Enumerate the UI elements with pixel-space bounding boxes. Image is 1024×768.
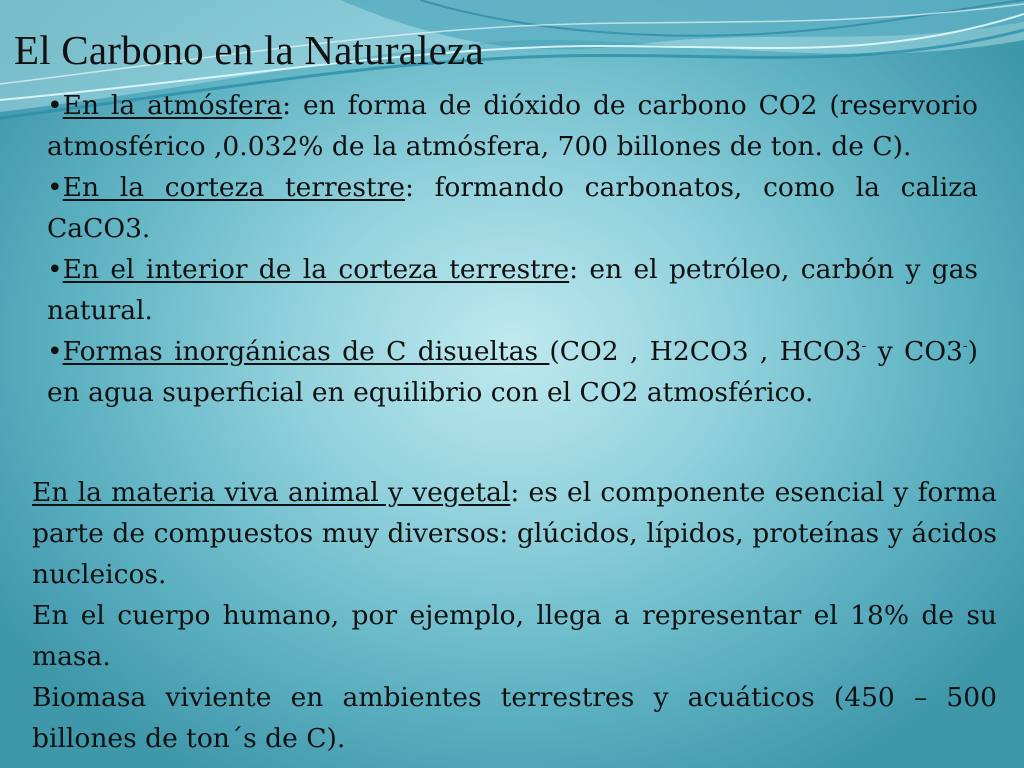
bullet-label: En la atmósfera: [62, 90, 283, 121]
bullet-marker: •: [47, 336, 63, 367]
bullet-text: ) en agua superficial en equilibrio con el CO2 atmosférico.: [47, 336, 978, 408]
slide-title: El Carbono en la Naturaleza: [14, 27, 484, 73]
paragraph-block: [32, 472, 997, 759]
superscript-minus: -: [962, 338, 968, 355]
bullet-list: [47, 85, 978, 413]
bullet-text: : en el petróleo, carbón y gas natural.: [47, 254, 978, 326]
bullet-label: Formas inorgánicas de C disueltas: [62, 336, 550, 367]
paragraph-cuerpo-humano: [32, 595, 997, 677]
paragraph-text: En el cuerpo humano, por ejemplo, llega a representar el 18% de su masa.: [32, 600, 997, 672]
paragraph-materia-viva: [32, 472, 997, 595]
bullet-corteza: [47, 167, 978, 249]
bullet-text: y CO3: [866, 336, 963, 367]
paragraph-biomasa: [32, 677, 997, 759]
bullet-formas-inorganicas: [47, 331, 978, 413]
superscript-minus: -: [861, 338, 867, 355]
bullet-text: : en forma de dióxido de carbono CO2 (reservorio atmosférico ,0.032% de la atmósfera, 700 billones de ton. de C).: [47, 90, 978, 162]
bullet-label: En el interior de la corteza terrestre: [62, 254, 570, 285]
bullet-marker: •: [47, 172, 63, 203]
paragraph-label: En la materia viva animal y vegetal: [32, 477, 511, 508]
bullet-interior-corteza: [47, 249, 978, 331]
paragraph-text: Biomasa viviente en ambientes terrestres y acuáticos (450 – 500 billones de ton´s de C).: [32, 682, 997, 754]
bullet-marker: •: [47, 90, 63, 121]
bullet-text: (CO2 , H2CO3 , HCO3: [549, 336, 862, 367]
bullet-atmosfera: [47, 85, 978, 167]
bullet-label: En la corteza terrestre: [62, 172, 405, 203]
bullet-marker: •: [47, 254, 63, 285]
paragraph-text: : es el componente esencial y forma parte de compuestos muy diversos: glúcidos, lípidos, proteínas y ácidos nucleicos.: [32, 477, 997, 590]
bullet-text: : formando carbonatos, como la caliza CaCO3.: [47, 172, 978, 244]
